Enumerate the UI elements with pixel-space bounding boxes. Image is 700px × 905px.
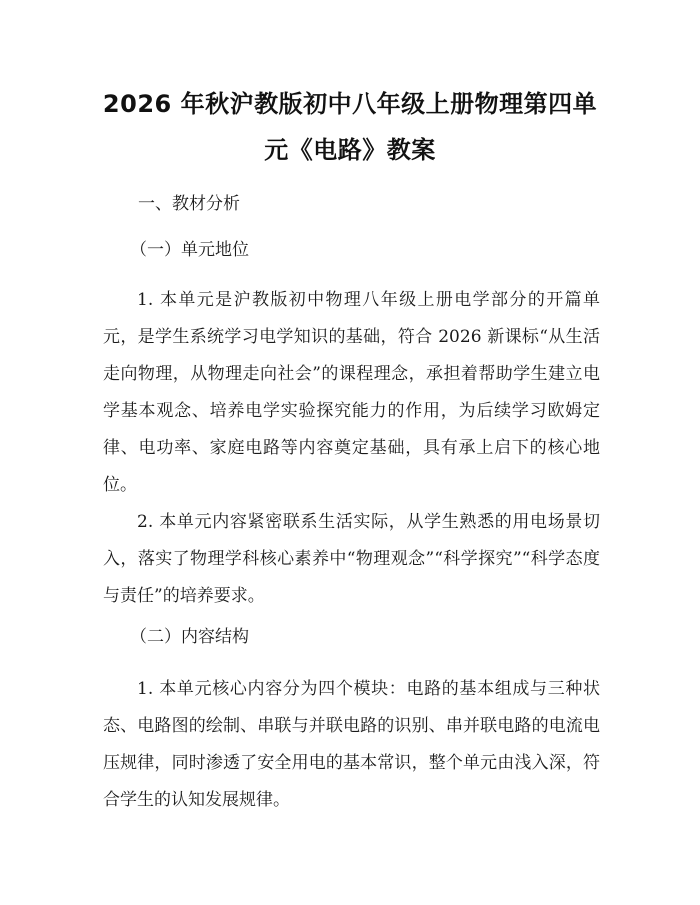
paragraph-unit-position-2: 2. 本单元内容紧密联系生活实际，从学生熟悉的用电场景切入，落实了物理学科核心素养中“物理观念”“科学探究”“科学态度与责任”的培养要求。 [103, 512, 600, 606]
document-title-line-2: 元《电路》教案 [264, 136, 436, 164]
paragraph-unit-position-1: 1. 本单元是沪教版初中物理八年级上册电学部分的开篇单元，是学生系统学习电学知识的基础，符合 2026 新课标“从生活走向物理，从物理走向社会”的课程理念，承担着帮助学生建立电学基本观念、培养电学实验探究能力的作用，为后续学习欧姆定律、电功率、家庭电路等内容奠定基础，具有承上启下的核心地位。 [103, 290, 600, 495]
subsection-heading-content-structure: （二）内容结构 [130, 627, 249, 647]
paragraph-content-structure-1: 1. 本单元核心内容分为四个模块：电路的基本组成与三种状态、电路图的绘制、串联与并联电路的识别、串并联电路的电流电压规律，同时渗透了安全用电的基本常识，整个单元由浅入深，符合学生的认知发展规律。 [103, 679, 600, 810]
section-heading-textbook-analysis: 一、教材分析 [138, 194, 240, 214]
subsection-heading-unit-position: （一）单元地位 [130, 240, 249, 260]
document-title-line-1: 2026 年秋沪教版初中八年级上册物理第四单 [102, 90, 598, 118]
